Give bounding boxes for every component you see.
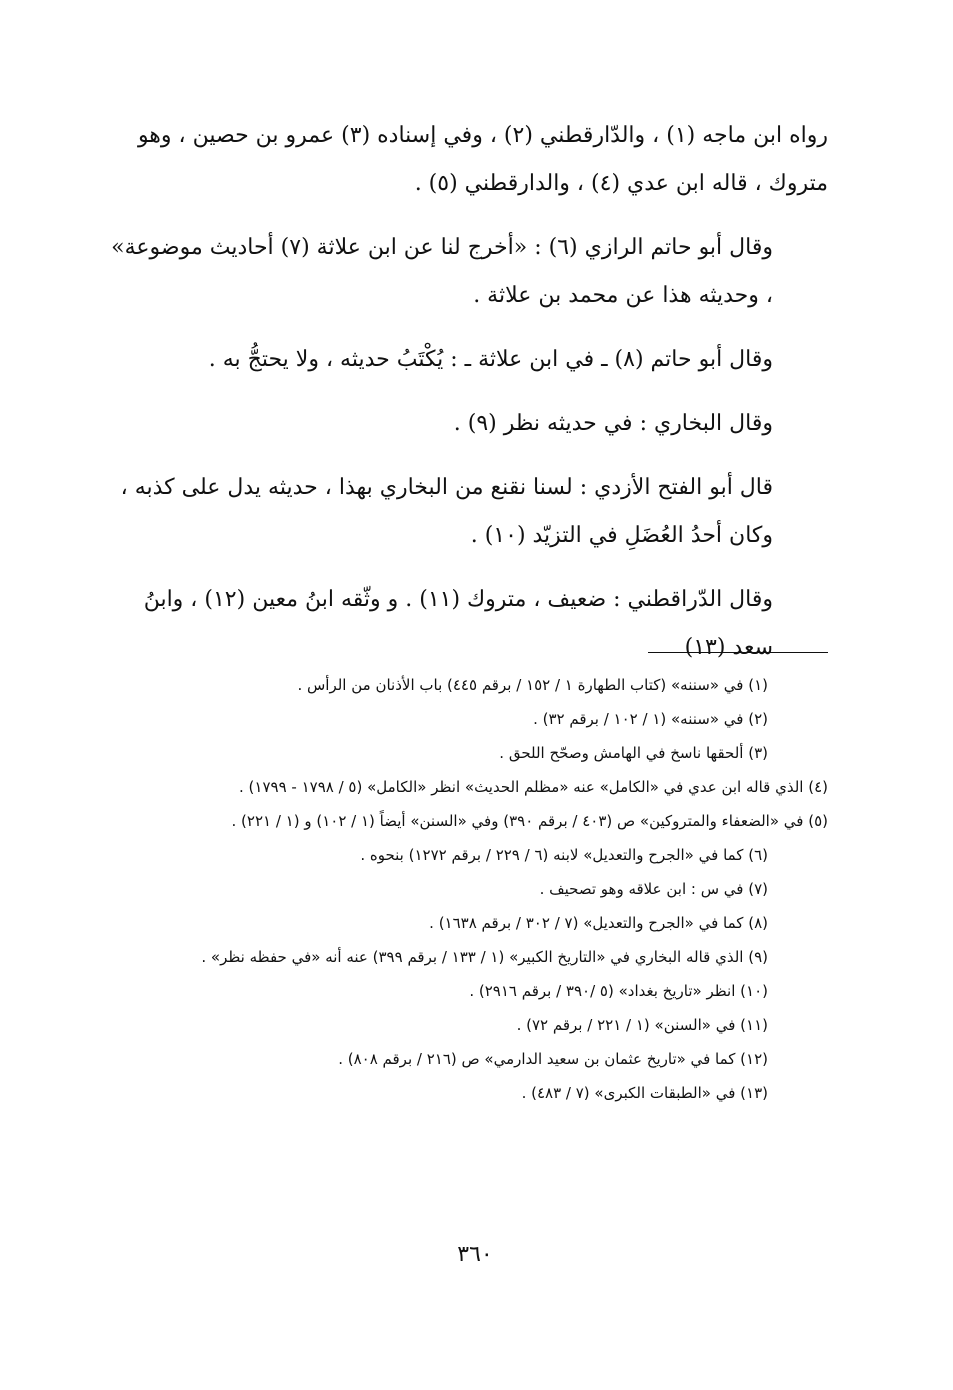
footnote-separator (648, 652, 828, 653)
footnote-3: (٣) ألحقها ناسخ في الهامش وصحّح اللحق . (499, 744, 768, 762)
paragraph-1: رواه ابن ماجه (١) ، والدّارقطني (٢) ، وفي إسناده (٣) عمرو بن حصين ، وهو متروك ، قاله ابن عدي (٤) ، والدارقطني (٥) . (137, 123, 828, 196)
paragraph-3: وقال أبو حاتم (٨) ـ في ابن علاثة ـ : يُكْتَبُ حديثه ، ولا يحتجُّ به . (208, 347, 773, 372)
footnote-12: (١٢) كما في «تاريخ عثمان بن سعيد الدارمي» ص (٢١٦ / برقم ٨٠٨) . (338, 1050, 768, 1068)
paragraph-2: وقال أبو حاتم الرازي (٦) : «أخرج لنا عن ابن علاثة (٧) أحاديث موضوعة» ، وحديثه هذا عن محمد بن علاثة . (111, 235, 773, 308)
footnote-9: (٩) الذي قاله البخاري في «التاريخ الكبير» (١ / ١٣٣ / برقم ٣٩٩) عنه أنه «في حفظه نظر» . (201, 948, 768, 966)
footnote-5: (٥) في «الضعفاء والمتروكين» ص (٤٠٣ / برقم ٣٩٠) وفي «السنن» أيضاً (١ / ١٠٢) و (١ / ٢٢١) . (231, 812, 828, 830)
paragraph-4: وقال البخاري : في حديثه نظر (٩) . (453, 411, 773, 436)
footnote-1: (١) في «سننه» (كتاب الطهارة ١ / ١٥٢ / برقم ٤٤٥) باب الأذنان من الرأس . (297, 676, 768, 694)
paragraph-5: قال أبو الفتح الأزدي : لسنا نقنع من البخاري بهذا ، حديثه يدل على كذبه ، وكان أحدُ العُضَلِ في التزيّد (١٠) . (120, 475, 773, 548)
footnote-13: (١٣) في «الطبقات الكبرى» (٧ / ٤٨٣) . (521, 1084, 768, 1102)
page-number: ٣٦٠ (457, 1242, 493, 1267)
footnote-11: (١١) في «السنن» (١ / ٢٢١ / برقم ٧٢) . (516, 1016, 768, 1034)
footnote-6: (٦) كما في «الجرح والتعديل» لابنه (٦ / ٢٢٩ / برقم ١٢٧٢) بنحوه . (360, 846, 768, 864)
footnotes (108, 668, 828, 1110)
footnote-7: (٧) في س : ابن علاقه وهو تصحيف . (539, 880, 768, 898)
footnote-8: (٨) كما في «الجرح والتعديل» (٧ / ٣٠٢ / برقم ١٦٣٨) . (429, 914, 768, 932)
footnote-4: (٤) الذي قاله ابن عدي في «الكامل» عنه «مظلم الحديث» انظر «الكامل» (٥ / ١٧٩٨ - ١٧٩٩) . (239, 778, 828, 796)
footnote-2: (٢) في «سننه» (١ / ١٠٢ / برقم ٣٢) . (533, 710, 768, 728)
paragraph-6: وقال الدّراقطني : ضعيف ، متروك (١١) . و وثّقه ابنُ معين (١٢) ، وابنُ سعد (١٣) (143, 587, 773, 660)
footnote-10: (١٠) انظر «تاريخ بغداد» (٥ /٣٩٠ / برقم ٢٩١٦) . (469, 982, 768, 1000)
main-text (110, 112, 828, 688)
